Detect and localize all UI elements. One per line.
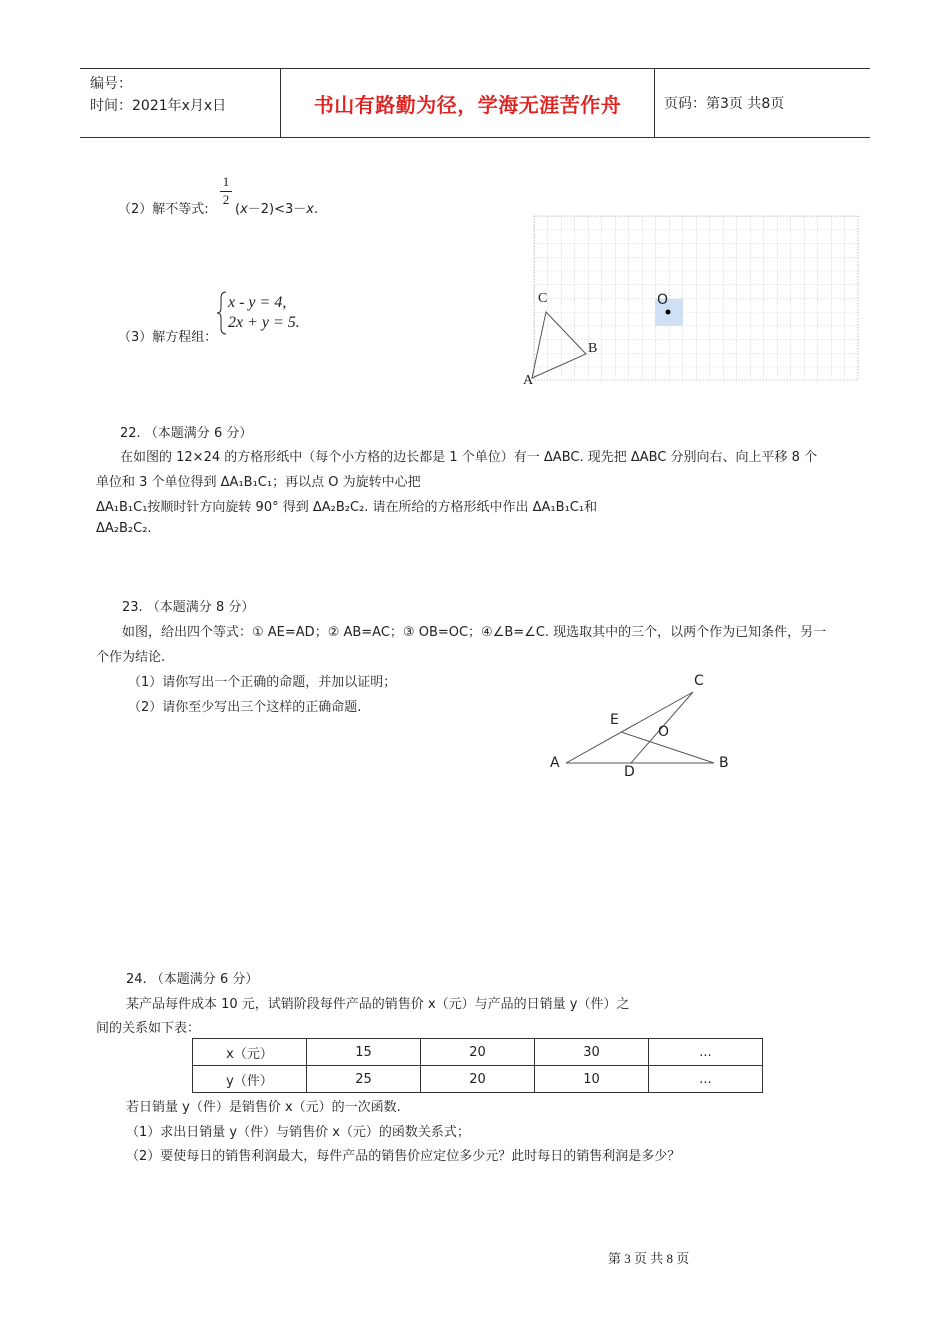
time-label: 时间：2021年x月x日 xyxy=(90,98,227,114)
q22-heading: 22. （本题满分 6 分） xyxy=(120,426,253,441)
table-cell: ... xyxy=(649,1039,763,1066)
equation-2: 2x + y = 5. xyxy=(228,314,300,331)
tri-label-C: C xyxy=(694,673,704,689)
expr-open: ( xyxy=(235,202,241,217)
q21-part2 xyxy=(118,198,209,217)
tri-label-O: O xyxy=(658,724,670,740)
q23-part2: （2）请你至少写出三个这样的正确命题. xyxy=(128,700,362,715)
expr-var-x2: x xyxy=(306,202,314,217)
expr-middle: －2)<3－ xyxy=(247,202,307,217)
price-sales-table xyxy=(192,1038,763,1093)
grid-label-A: A xyxy=(523,373,534,388)
header-motto: 书山有路勤为径，学海无涯苦作舟 xyxy=(313,92,622,117)
fraction xyxy=(220,174,232,208)
equation-1: x - y = 4, xyxy=(228,294,287,311)
q24-line2: 间的关系如下表： xyxy=(96,1021,201,1036)
header-right xyxy=(664,69,864,137)
q24-part1: （1）求出日销量 y（件）与销售价 x（元）的函数关系式； xyxy=(126,1125,470,1140)
q21-part3-prefix: （3）解方程组： xyxy=(118,330,218,345)
table-row xyxy=(193,1066,763,1093)
grid-label-B: B xyxy=(588,341,598,356)
expr-end: . xyxy=(314,202,319,217)
q21-part2-prefix: （2）解不等式: xyxy=(118,202,209,217)
table-cell: 20 xyxy=(421,1066,535,1093)
q22-line4: ΔA₂B₂C₂. xyxy=(96,521,152,536)
page-header xyxy=(80,68,870,138)
header-divider-2 xyxy=(654,69,655,137)
q24-part2: （2）要使每日的销售利润最大，每件产品的销售价应定位多少元？此时每日的销售利润是多少？ xyxy=(126,1149,681,1164)
tri-label-A: A xyxy=(550,755,560,771)
segment-AC xyxy=(566,692,693,763)
table-row xyxy=(193,1039,763,1066)
page-code: 页码：第3页 共8页 xyxy=(664,96,785,112)
grid-label-C: C xyxy=(538,291,548,306)
system-brace xyxy=(216,290,228,336)
table-cell: 20 xyxy=(421,1039,535,1066)
q24-line1: 某产品每件成本 10 元，试销阶段每件产品的销售价 x（元）与产品的日销量 y（件）之 xyxy=(126,997,630,1012)
q22-line2: 单位和 3 个单位得到 ΔA₁B₁C₁；再以点 O 为旋转中心把 xyxy=(96,475,421,490)
page-footer: 第 3 页 共 8 页 xyxy=(608,1251,690,1266)
header-center xyxy=(281,69,654,137)
tri-label-D: D xyxy=(624,764,635,780)
q23-heading: 23. （本题满分 8 分） xyxy=(122,600,255,615)
q21-part2-expr xyxy=(235,198,318,217)
header-left xyxy=(90,73,280,141)
table-cell: y（件） xyxy=(193,1066,307,1093)
number-label: 编号： xyxy=(90,76,132,92)
q22-line3: ΔA₁B₁C₁按顺时针方向旋转 90° 得到 ΔA₂B₂C₂. 请在所给的方格形纸中作出 ΔA₁B₁C₁和 xyxy=(96,500,598,515)
table-cell: 15 xyxy=(307,1039,421,1066)
fraction-denominator: 2 xyxy=(222,192,230,207)
expr-var-x1: x xyxy=(240,202,248,217)
tri-label-E: E xyxy=(610,712,619,728)
q23-line1: 如图，给出四个等式：① AE=AD；② AB=AC；③ OB=OC；④∠B=∠C. 现选取其中的三个，以两个作为已知条件，另一 xyxy=(122,625,827,640)
fraction-numerator: 1 xyxy=(222,174,230,189)
grid-figure xyxy=(510,212,870,392)
table-cell: 10 xyxy=(535,1066,649,1093)
q23-part1: （1）请你写出一个正确的命题，并加以证明； xyxy=(128,675,397,690)
q24-heading: 24. （本题满分 6 分） xyxy=(126,972,259,987)
table-cell: 25 xyxy=(307,1066,421,1093)
tri-label-B: B xyxy=(719,755,729,771)
table-cell: 30 xyxy=(535,1039,649,1066)
q22-line1: 在如图的 12×24 的方格形纸中（每个小方格的边长都是 1 个单位）有一 ΔABC. 现先把 ΔABC 分别向右、向上平移 8 个 xyxy=(120,450,818,465)
table-cell: x（元） xyxy=(193,1039,307,1066)
table-cell: ... xyxy=(649,1066,763,1093)
point-O xyxy=(666,310,671,315)
grid-label-O: O xyxy=(657,292,669,308)
q24-after-table: 若日销量 y（件）是销售价 x（元）的一次函数. xyxy=(126,1100,401,1115)
q23-line2: 个作为结论. xyxy=(96,650,166,665)
